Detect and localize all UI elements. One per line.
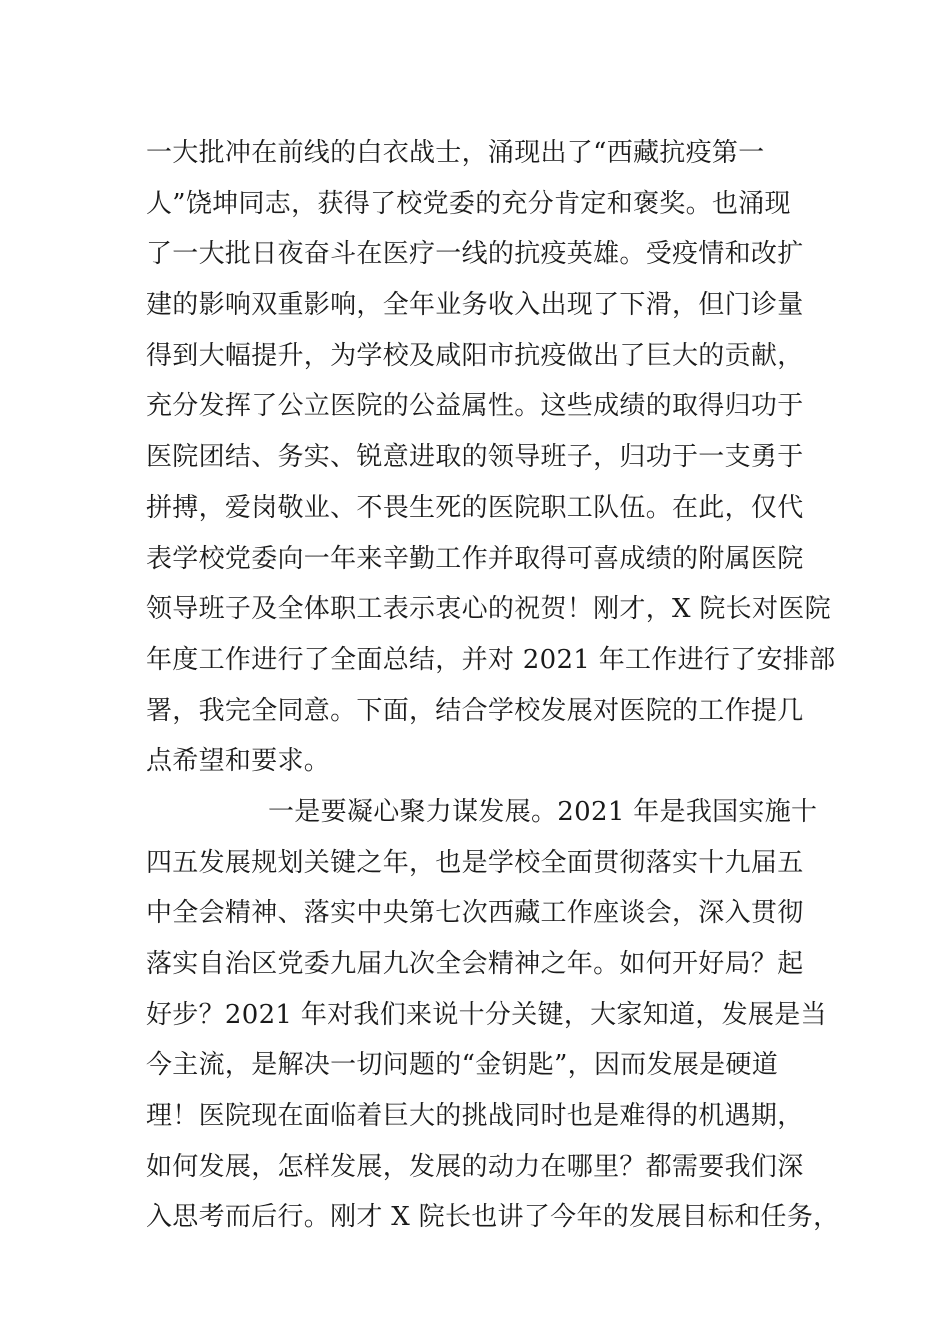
text-line: 今主流，是解决一切问题的“金钥匙”，因而发展是硬道: [146, 1050, 779, 1081]
text-line: 充分发挥了公立医院的公益属性。这些成绩的取得归功于: [146, 391, 804, 422]
text-line: 领导班子及全体职工表示衷心的祝贺！刚才，X 院长对医院: [146, 594, 831, 625]
paragraph-start-line: 一是要凝心聚力谋发展。2021 年是我国实施十: [268, 796, 818, 827]
text-line: 署，我完全同意。下面，结合学校发展对医院的工作提几: [146, 695, 804, 726]
text-line: 得到大幅提升，为学校及咸阳市抗疫做出了巨大的贡献，: [146, 340, 804, 371]
text-line: 建的影响双重影响，全年业务收入出现了下滑，但门诊量: [146, 290, 804, 321]
text-line: 入思考而后行。刚才 X 院长也讲了今年的发展目标和任务，: [146, 1202, 840, 1233]
text-line: 拼搏，爱岗敬业、不畏生死的医院职工队伍。在此，仅代: [146, 492, 804, 523]
text-line: 落实自治区党委九届九次全会精神之年。如何开好局？起: [146, 949, 804, 979]
text-line: 好步？2021 年对我们来说十分关键，大家知道，发展是当: [146, 999, 827, 1030]
text-line: 了一大批日夜奋斗在医疗一线的抗疫英雄。受疫情和改扩: [146, 239, 804, 270]
text-line: 点希望和要求。: [146, 746, 331, 777]
text-line: 四五发展规划关键之年，也是学校全面贯彻落实十九届五: [146, 847, 804, 878]
text-line: 一大批冲在前线的白衣战士，涌现出了“西藏抗疫第一: [146, 138, 765, 168]
text-line: 表学校党委向一年来辛勤工作并取得可喜成绩的附属医院: [146, 543, 804, 574]
text-line: 中全会精神、落实中央第七次西藏工作座谈会，深入贯彻: [146, 898, 804, 929]
text-line: 如何发展，怎样发展，发展的动力在哪里？都需要我们深: [146, 1151, 804, 1182]
text-line: 理！医院现在面临着巨大的挑战同时也是难得的机遇期，: [146, 1101, 804, 1132]
body-text: [146, 128, 840, 1243]
text-line: 年度工作进行了全面总结，并对 2021 年工作进行了安排部: [146, 644, 836, 675]
text-line: 人”饶坤同志，获得了校党委的充分肯定和褒奖。也涌现: [146, 188, 791, 219]
text-line: 医院团结、务实、锐意进取的领导班子，归功于一支勇于: [146, 442, 804, 473]
